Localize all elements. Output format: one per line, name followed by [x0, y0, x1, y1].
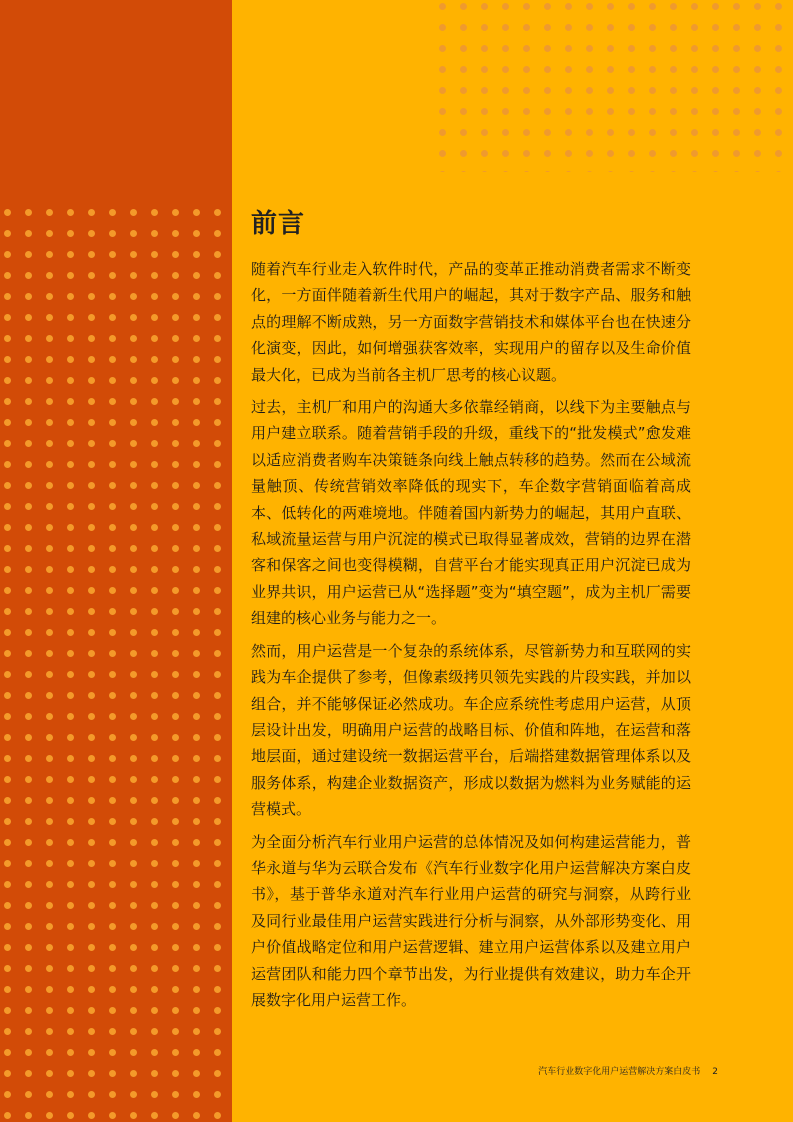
page-title: 前言	[251, 209, 306, 239]
paragraph-1: 随着汽车行业走入软件时代，产品的变革正推动消费者需求不断变化，一方面伴随着新生代用户的崛起，其对于数字产品、服务和触点的理解不断成熟，另一方面数字营销技术和媒体平台也在快速分化演变，因此，如何增强获客效率，实现用户的留存以及生命价值最大化，已成为当前各主机厂思考的核心议题。	[251, 260, 691, 384]
page-footer	[538, 1064, 718, 1077]
paragraph-2: 过去，主机厂和用户的沟通大多依靠经销商，以线下为主要触点与用户建立联系。随着营销手段的升级，重线下的“批发模式”愈发难以适应消费者购车决策链条向线上触点转移的趋势。然而在公域流量触顶、传统营销效率降低的现实下，车企数字营销面临着高成本、低转化的两难境地。伴随着国内新势力的崛起，其用户直联、私域流量运营与用户沉淀的模式已取得显著成效，营销的边界在潜客和保客之间也变得模糊，自营平台才能实现真正用户沉淀已成为业界共识，用户运营已从“选择题”变为“填空题”，成为主机厂需要组建的核心业务与能力之一。	[251, 398, 691, 628]
top-dot-pattern	[432, 0, 793, 172]
preface-section	[251, 206, 691, 1019]
footer-title: 汽车行业数字化用户运营解决方案白皮书	[538, 1067, 701, 1077]
page-number: 2	[712, 1067, 718, 1077]
left-dot-pattern	[0, 202, 232, 1122]
paragraph-3: 然而，用户运营是一个复杂的系统体系，尽管新势力和互联网的实践为车企提供了参考，但像素级拷贝领先实践的片段实践，并加以组合，并不能够保证必然成功。车企应系统性考虑用户运营，从顶层设计出发，明确用户运营的战略目标、价值和阵地，在运营和落地层面，通过建设统一数据运营平台，后端搭建数据管理体系以及服务体系，构建企业数据资产，形成以数据为燃料为业务赋能的运营模式。	[251, 641, 691, 819]
paragraph-4: 为全面分析汽车行业用户运营的总体情况及如何构建运营能力，普华永道与华为云联合发布《汽车行业数字化用户运营解决方案白皮书》，基于普华永道对汽车行业用户运营的研究与洞察，从跨行业及同行业最佳用户运营实践进行分析与洞察，从外部形势变化、用户价值战略定位和用户运营逻辑、建立用户运营体系以及建立用户运营团队和能力四个章节出发，为行业提供有效建议，助力车企开展数字化用户运营工作。	[251, 832, 691, 1009]
